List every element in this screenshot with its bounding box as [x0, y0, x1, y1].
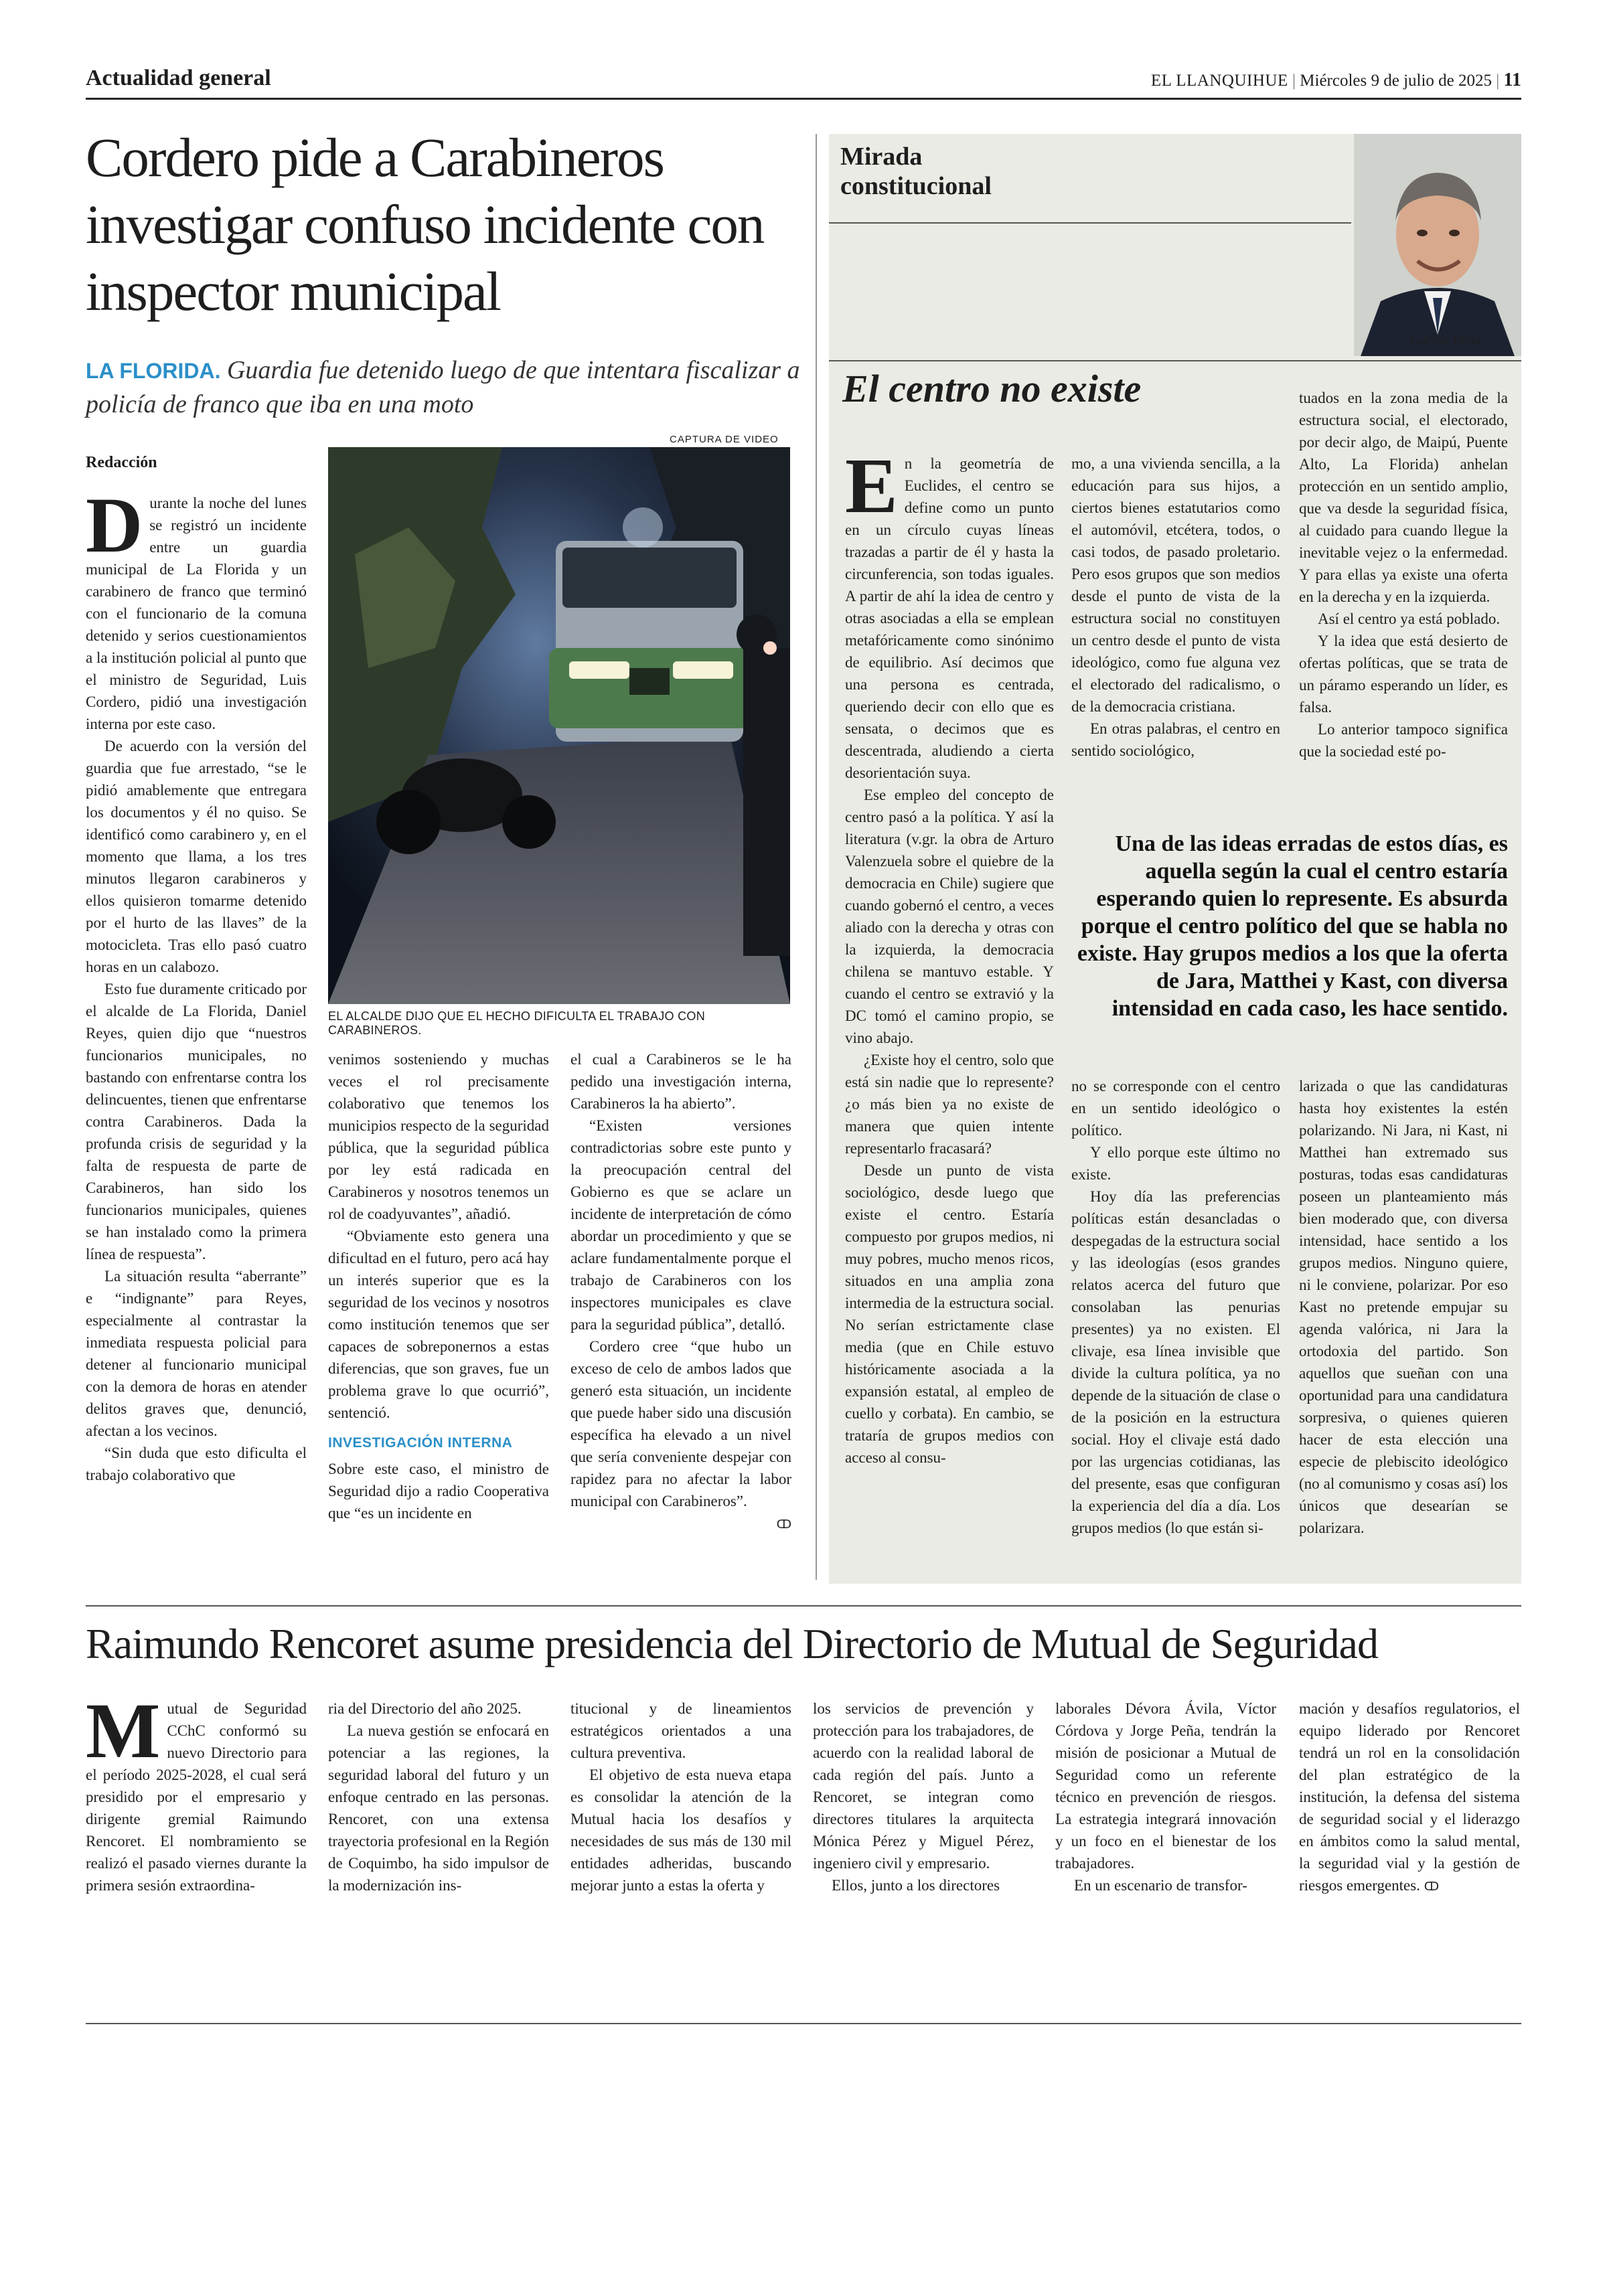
article1-byline: Redacción	[86, 454, 157, 471]
opinion-column-2-top	[1071, 453, 1280, 814]
dropcap: E	[845, 453, 898, 529]
article2-top-rule	[86, 1605, 1521, 1607]
opinion-column-2-bottom	[1071, 1075, 1280, 1584]
opinion-paragraph: ¿Existe hoy el centro, solo que está sin nadie que lo represente? ¿o más bien ya no existe de manera que quien intente representarlo fracasará?	[845, 1052, 1054, 1157]
opinion-paragraph: n la geometría de Euclides, el centro se define como un punto en un círculo cuyas líneas trazadas a partir de él y hasta la circunferencia, son todas iguales. A partir de ahí la idea de centro y otras asociadas a ella se emplean metafóricamente como sinónimo de equilibrio. Así decimos que una persona es centrada, queriendo decir con ello que es sensata, o decimos que es descentrada, aludiendo a cierta desorientación suya.	[845, 455, 1054, 781]
opinion-paragraph: Y la idea que está desierto de ofertas políticas, que se trata de un páramo esperando un líder, es falsa.	[1299, 633, 1508, 716]
article2-paragraph: utual de Seguridad CChC conformó su nuevo Directorio para el período 2025-2028, el cual será presidido por el empresario y dirigente gremial Raimundo Rencoret. El nombramiento se realizó el pasado viernes durante la primera sesión extraordina-	[86, 1700, 307, 1894]
article1-headline: Cordero pide a Carabineros investigar confuso incidente con inspector municipal	[86, 127, 764, 322]
article1-paragraph: “Sin duda que esto dificulta el trabajo colaborativo que	[86, 1445, 307, 1483]
article1-deck	[86, 353, 809, 421]
article1-paragraph: “Obviamente esto genera una dificultad en el futuro, pero acá hay un interés superior que es la seguridad de los vecinos y nosotros como institución tenemos que ser capaces de sobreponernos a estas diferencias, que son graves, fue un problema grave lo que ocurrió”, sentenció.	[328, 1228, 549, 1421]
article1-deck-text: Guardia fue detenido luego de que intentara fiscalizar a policía de franco que iba en una moto	[86, 356, 800, 418]
opinion-paragraph: Hoy día las preferencias políticas están desancladas o despegadas de la estructura social y las ideologías (esos grandes relatos acerca del futuro que consolaban las penurias presentes) ya no existen. El clivaje, esa línea invisible que divide la cultura política, ya no depende de la situación de clase o de la posición en la estructura social. Hoy el clivaje está dado por las urgencias cotidianas, las del presente, esas que configuran la experiencia del día a día. Los grupos medios (lo que están si-	[1071, 1188, 1280, 1536]
article2-paragraph: titucional y de lineamientos estratégicos orientados a una cultura preventiva.	[570, 1700, 791, 1761]
article2-column-6	[1299, 1698, 1520, 1918]
dropcap: M	[86, 1698, 161, 1775]
column-title-rule	[829, 360, 1521, 361]
article2-paragraph: ria del Directorio del año 2025.	[328, 1700, 522, 1717]
article2-paragraph: laborales Dévora Ávila, Víctor Córdova y Jorge Peña, tendrán la misión de posicionar a Mutual de Seguridad como un referente técnico en prevención de riesgos. La estrategia integrará innovación y un foco en el bienestar de los trabajadores.	[1055, 1700, 1276, 1872]
section-label-line-2: constitucional	[840, 172, 992, 200]
opinion-paragraph: tuados en la zona media de la estructura social, el electorado, por decir algo, de Maipú, Puente Alto, La Florida) anhelan protección en un sentido amplio, que va desde la seguridad física, al cuidado para cuando llegue la inevitable vejez o la enfermedad. Y para ellas ya existe una oferta en la derecha y en la izquierda.	[1299, 390, 1508, 605]
opinion-paragraph: En otras palabras, el centro en sentido sociológico,	[1071, 720, 1280, 759]
opinion-paragraph: Desde un punto de vista sociológico, desde luego que existe el centro. Estaría compuesto por grupos medios, ni muy pobres, mucho menos ricos, situados en una amplia zona intermedia de la estructura social. No serían estrictamente clase media (que en Chile estuvo históricamente asociada a la expansión estatal, al empleo de cuello y corbata). En cambio, se trataría de grupos medios con acceso al consu-	[845, 1162, 1054, 1466]
article1-paragraph: “Existen versiones contradictorias sobre este punto y la preocupación central del Gobierno es que se aclare un incidente de interpretación de cómo abordar un procedimiento y que se aclare fundamentalmente porque el trabajo de Carabineros con los inspectores municipales es clave para la seguridad pública”, detalló.	[570, 1117, 791, 1333]
article2-column-1	[86, 1698, 307, 1918]
opinion-paragraph: Ese empleo del concepto de centro pasó a la política. Y así la literatura (v.gr. la obra de Arturo Valenzuela sobre el quiebre de la democracia en Chile) sugiere que cuando gobernó el centro, a veces aliado con la derecha y otras con la izquierda, la democracia chilena se mantuvo estable. Y cuando el centro se extravió y la DC tomó el camino propio, se vino abajo.	[845, 787, 1054, 1046]
article1-paragraph: el cual a Carabineros se le ha pedido una investigación interna, Carabineros la ha abierto”.	[570, 1051, 791, 1112]
paper-name: EL LLANQUIHUE	[1150, 72, 1288, 90]
pull-quote: Una de las ideas erradas de estos días, es aquella según la cual el centro estaría esperando quien lo represente. Es absurda porque el centro político del que se habla no existe. Hay grupos medios a los que la oferta de Jara, Matthei y Kast, con diversa intensidad en cada caso, les hace sentido.	[1077, 831, 1508, 1021]
article2-paragraph: La nueva gestión se enfocará en potenciar a las regiones, la seguridad laboral del futuro y un enfoque centrado en las personas. Rencoret, con una extensa trayectoria profesional en la Región de Coquimbo, ha sido impulsor de la modernización ins-	[328, 1722, 549, 1894]
vertical-divider	[816, 134, 817, 1580]
article2-headline: Raimundo Rencoret asume presidencia del Directorio de Mutual de Seguridad	[86, 1620, 1378, 1667]
page-number: 11	[1503, 70, 1521, 90]
end-mark-icon: ↀ	[1424, 1880, 1440, 1894]
masthead-info: EL LLANQUIHUE | Miércoles 9 de julio de 2025 | 11	[1150, 70, 1521, 90]
section-label: Actualidad general	[86, 66, 271, 90]
opinion-column-3-top	[1299, 387, 1508, 802]
article2-column-3	[570, 1698, 791, 1918]
opinion-paragraph: Así el centro ya está poblado.	[1318, 610, 1501, 627]
opinion-section-label	[840, 142, 992, 201]
photo-caption: EL ALCALDE DIJO QUE EL HECHO DIFICULTA EL TRABAJO CON CARABINEROS.	[328, 1009, 706, 1037]
article2-column-4	[813, 1698, 1034, 1918]
section-label-line-1: Mirada	[840, 143, 923, 171]
article1-subhead: INVESTIGACIÓN INTERNA	[328, 1435, 513, 1451]
end-mark-icon: ↀ	[776, 1518, 791, 1532]
article2-paragraph: Ellos, junto a los directores	[832, 1877, 1000, 1894]
opinion-paragraph: mo, a una vivienda sencilla, a la educación para sus hijos, a ciertos bienes estatutarios como el automóvil, etcétera, todos, o casi todos, de pasado proletario. Pero esos grupos que son medios desde el punto de vista de la estructura social no constituyen un centro desde el punto de vista ideológico, como fue alguna vez el electorado del radicalismo, o de la democracia cristiana.	[1071, 455, 1280, 715]
opinion-paragraph: larizada o que las candidaturas hasta hoy existentes la estén polarizando. Ni Jara, ni Kast, ni Matthei han extremado sus posturas, todas esas candidaturas poseen un planteamiento más bien moderado que, con diversa intensidad, hace sentido a los grupos medios. Ninguno quiere, ni le conviene, polarizar. Por eso Kast no pretende empujar su agenda valórica, ni Jara la ortodoxia del partido. Son aquellos que sueñan con una oportunidad para una candidatura sorpresiva, o quienes quieren hacer de esta elección una especie de plebiscito ideológico (no al comunismo y cosas así) los únicos que desearían se polarizara.	[1299, 1078, 1508, 1536]
author-photo	[1354, 134, 1521, 356]
article1-paragraph: urante la noche del lunes se registró un incidente entre un guardia municipal de La Florida y un carabinero de franco que terminó con el funcionario de la comuna detenido y serios cuestionamientos a la institución policial al punto que el ministro de Seguridad, Luis Cordero, pidió una investigación interna por este caso.	[86, 495, 307, 732]
night-road-photo	[328, 447, 790, 1004]
article1-column-3	[570, 1048, 791, 1590]
article2-paragraph: los servicios de prevención y protección para los trabajadores, de acuerdo con la realidad laboral de cada región del país. Junto a Rencoret, se integran como directores titulares la arquitecta Mónica Pérez y Miguel Pérez, ingeniero civil y empresario.	[813, 1700, 1034, 1872]
header-rule	[86, 98, 1521, 100]
article2-paragraph: En un escenario de transfor-	[1074, 1877, 1247, 1894]
dropcap: D	[86, 492, 143, 569]
article1-paragraph: De acuerdo con la versión del guardia que fue arrestado, “se le pidió amablemente que entregara los documentos y él no quiso. Se identificó como carabinero y, en el momento que llama, a los tres minutos llegaron carabineros y ellos quisieron tomarme detenido por el hurto de las llaves” de la motocicleta. Tras ello pasó cuatro horas en un calabozo.	[86, 738, 307, 975]
article2-column-2	[328, 1698, 549, 1918]
opinion-column-1	[845, 453, 1054, 1584]
opinion-paragraph: no se corresponde con el centro en un sentido ideológico o político.	[1071, 1078, 1280, 1139]
article1-column-2	[328, 1048, 549, 1590]
photo-credit: CAPTURA DE VIDEO	[670, 434, 779, 445]
article2-column-5	[1055, 1698, 1276, 1918]
article2-paragraph: El objetivo de esta nueva etapa es consolidar la atención de la Mutual hacia los desafíos y necesidades de sus más de 130 mil entidades adheridas, buscando mejorar junto a estas la oferta y	[570, 1767, 791, 1894]
article1-paragraph: La situación resulta “aberrante” e “indignante” para Reyes, especialmente al contrastar la inmediata respuesta policial para detener al funcionario municipal con la demora de horas en atender delitos graves que, denunció, afectan a los vecinos.	[86, 1268, 307, 1439]
column-header-rule	[829, 222, 1351, 224]
article1-paragraph: Esto fue duramente criticado por el alcalde de La Florida, Daniel Reyes, quien dijo que “nuestros funcionarios municipales, no bastando con enfrentarse contra los delincuentes, tienen que enfrentarse contra Carabineros. Dada la profunda crisis de seguridad y la falta de respuesta de parte de Carabineros, han sido los funcionarios municipales, quienes se han instalado como la primera línea de respuesta”.	[86, 981, 307, 1262]
article2-paragraph: mación y desafíos regulatorios, el equipo liderado por Rencoret tendrá un rol en la consolidación del plan estratégico de la institución, la defensa del sistema de seguridad social y el liderazgo en ámbitos como la salud mental, la seguridad vial y la gestión de riesgos emergentes.	[1299, 1700, 1520, 1894]
article1-paragraph: Cordero cree “que hubo un exceso de celo de ambos lados que generó esta situación, un incidente que puede haber sido una discusión específica ha elevado a un nivel que sería conveniente despejar con rapidez para no afectar la labor municipal con Carabineros”.	[570, 1338, 791, 1509]
author-name: Carlos Peña	[1410, 331, 1481, 347]
opinion-title: El centro no existe	[842, 367, 1142, 410]
article1-paragraph: Sobre este caso, el ministro de Seguridad dijo a radio Cooperativa que “es un incidente en	[328, 1461, 549, 1522]
opinion-paragraph: Lo anterior tampoco significa que la sociedad esté po-	[1299, 721, 1508, 760]
issue-date: Miércoles 9 de julio de 2025	[1300, 72, 1493, 90]
article1-column-1	[86, 492, 307, 1590]
article1-kicker: LA FLORIDA.	[86, 359, 221, 383]
opinion-column-3-bottom	[1299, 1075, 1508, 1584]
article1-paragraph: venimos sosteniendo y muchas veces el rol precisamente colaborativo que tenemos los municipios respecto de la seguridad pública, que la seguridad pública por ley está radicada en Carabineros y nosotros tenemos un rol de coadyuvantes”, añadió.	[328, 1051, 549, 1222]
author-portrait-icon	[1354, 134, 1521, 356]
opinion-paragraph: Y ello porque este último no existe.	[1071, 1144, 1280, 1183]
article2-bottom-rule	[86, 2023, 1521, 2024]
article1-photo	[328, 447, 790, 1004]
